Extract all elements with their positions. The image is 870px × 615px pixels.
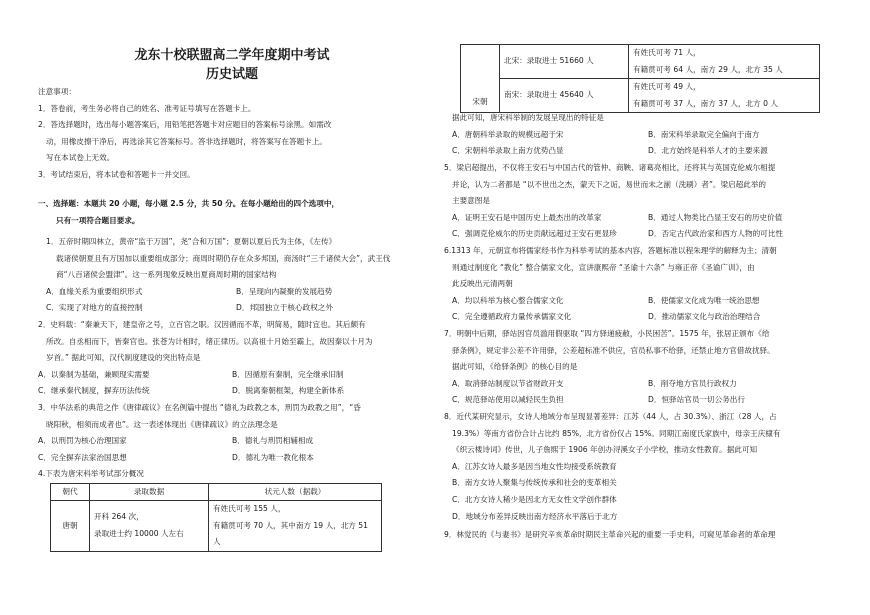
cell-line: 有籍贯可考 64 人，南方 29 人，北方 35 人 (633, 64, 783, 74)
option-b: B．南宋科举录取完全偏向于南方 (648, 129, 760, 139)
cell-line: 人 (213, 537, 221, 547)
cell-line: 有籍贯可考 70 人，其中南方 19 人，北方 51 (213, 520, 368, 530)
option-b: B．因循原有秦制，完全继承旧制 (232, 369, 344, 379)
question-line: 主要意图是 (452, 196, 490, 206)
table-cell (629, 79, 820, 113)
option-a: A．取消驿站制度以节省财政开支 (452, 378, 564, 388)
notes-block (38, 84, 426, 184)
table-cell: 南宋：录取进士 45640 人 (500, 79, 629, 113)
question-line: 5．梁启超提出，不仅将王安石与中国古代的管仲、商鞅、诸葛亮相比，还将其与英国克伦威尔相提 (444, 163, 776, 172)
option-b: B．呈现向内凝聚的发展趋势 (236, 286, 333, 296)
table-cell: 宋朝 (461, 45, 500, 113)
option-a: A．证明王安石是中国历史上最杰出的改革家 (452, 212, 602, 222)
option-c: C．北方女诗人稀少是因北方无女性文学创作群体 (452, 494, 617, 504)
question-line: 载诸侯朝夏且有万国加以重要组成部分；商周时期仍存在众多邦国，商汤时“三千诸侯大会”，武王伐 (56, 253, 391, 263)
section-heading (38, 196, 426, 229)
exam-table (50, 483, 382, 552)
option-d: D．脱离秦朝框架，构建全新体系 (232, 386, 345, 396)
option-c: C．强调克伦威尔的历史贡献远超过王安石更显珍 (452, 229, 617, 239)
question-line: 岁首。” 据此可知，汉代制度建设的突出特点是 (46, 353, 201, 363)
exam-table-song (460, 44, 820, 113)
question-5 (444, 160, 844, 243)
option-d: D．北方始终是科举人才的主要来源 (648, 146, 768, 156)
question-line: 所改。自丞相而下，皆秦官也。张苍为计相时，绪正律历。以高祖十月始至霸上，故因秦以十月为 (46, 336, 373, 346)
question-8 (444, 409, 844, 525)
note-line: 动，用橡皮擦干净后，再选涂其它答案标号。答非选择题时，将答案写在答题卡上。 (46, 136, 327, 146)
option-a: A．江苏女诗人最多是因当地女性均接受系统教育 (452, 461, 617, 471)
option-c: C．完全摒弃法家治国思想 (38, 452, 127, 462)
question-line: 2．史料载：“秦兼天下，建皇帝之号，立百官之职。汉因循而不革，明简易，随时宜也。其后颇有 (38, 320, 366, 329)
option-b: B．南方女诗人聚集与传统传承和社会的变革相关 (452, 478, 617, 488)
table-header: 状元人数（据载） (209, 483, 382, 501)
question-line: 7．明朝中后期，驿站因官员滥用假驱取 “四方驿递疲敝，小民困苦”。1575 年，张居正颁布《给 (444, 329, 770, 338)
question-7 (444, 326, 844, 409)
section-line: 一、选择题：本题共 20 小题，每小题 2.5 分，共 50 分。在每小题给出的四个选项中， (38, 199, 340, 208)
note-line: 2．答选择题时，选出每小题答案后，用铅笔把答题卡对应题目的答案标号涂黑。如需改 (38, 120, 332, 130)
question-line: 《织云楼诗词》传世，儿子詹熙于 1906 年创办浔溪女子小学校，推动女性教育。据此可知 (452, 445, 758, 455)
cell-line: 有籍贯可考 37 人，南方 37 人，北方 0 人 (633, 98, 778, 108)
table-cell (90, 501, 209, 552)
section-line: 只有一项符合题目要求。 (56, 215, 140, 225)
question-3 (38, 400, 426, 466)
question-line: 晓阳秋，相须而成者也”。这一表述体现出《唐律疏议》的立法理念是 (46, 419, 278, 429)
cell-line: 开科 264 次， (94, 512, 144, 522)
option-b: B．通过人物类比凸显王安石的历史价值 (648, 212, 783, 222)
question-9 (444, 527, 844, 544)
note-line: 1．答卷前，考生务必将自己的姓名、准考证号填写在答题卡上。 (38, 103, 256, 113)
exam-subtitle: 历史试题 (205, 67, 258, 82)
question-2 (38, 317, 426, 400)
option-c: C．完全遵循政府力量传承儒家文化 (452, 312, 572, 322)
table-cell (209, 501, 382, 552)
question-4 (38, 466, 426, 552)
question-6 (444, 243, 844, 326)
note-line: 3．考试结束后，将本试卷和答题卡一并交回。 (38, 169, 195, 179)
table-row (461, 45, 820, 79)
option-d: D．恒驿站官员一切公务出行 (648, 395, 745, 405)
option-a: A．唐朝科举录取的规模远超于宋 (452, 129, 564, 139)
question-line: 并论，认为二者都是 “以不世出之杰，蒙天下之诟，易世而未之湔（洗刷）者”。梁启超此举的 (452, 179, 767, 189)
question-line: 商“八百诸侯会盟津”。这一系列现象反映出夏商周时期的国家结构 (56, 270, 277, 280)
exam-title: 龙东十校联盟高二学年度期中考试 (134, 48, 330, 63)
question-4-options (444, 110, 844, 160)
option-c: C．继承秦代制度，摒弃历法传统 (38, 386, 150, 396)
question-line: 驿条例》，规定非公差不许用驿，公差超标准不供应，官员私事不给驿，还禁止地方官借故扰驿。 (452, 345, 775, 355)
table-header: 朝代 (51, 483, 90, 501)
question-line: 此反映出元清两朝 (452, 279, 513, 289)
option-d: D．推动儒家文化与政治治理结合 (648, 312, 761, 322)
cell-line: 有姓氏可考 49 人， (633, 82, 701, 92)
table-cell: 北宋：录取进士 51660 人 (500, 45, 629, 79)
question-line: 1．五帝时期四林立，黄帝“监于万国”，尧“合和万国”；夏朝以夏后氏为主体，《左传》 (46, 237, 337, 246)
table-header: 录取数据 (90, 483, 209, 501)
question-line: 6.1313 年，元朝宣布将儒家经书作为科举考试的基本内容，答题标准以程朱理学的解释为主；清朝 (444, 246, 777, 255)
question-line: 据此可知，《给驿条例》的核心目的是 (452, 362, 578, 372)
table-cell: 唐朝 (51, 501, 90, 552)
note-line: 写在本试卷上无效。 (46, 153, 115, 163)
cell-line: 录取进士约 10000 人左右 (94, 529, 184, 539)
option-d: D．德礼为唯一教化根本 (232, 452, 314, 462)
option-b: B．使儒家文化成为唯一统治思想 (648, 295, 760, 305)
option-a: A．以秦制为基础，兼顾现实需要 (38, 369, 150, 379)
table-row (461, 79, 820, 113)
question-line: 则通过制度化 “教化” 整合儒家文化，宣讲康熙帝 “圣谕十六条” 与雍正帝《圣谕广训》，由 (452, 262, 755, 272)
question-1 (38, 234, 426, 317)
question-line: 19.3%）等南方省份合计占比约 85%，北方省份仅占 15%。同期江南度氏家族中，母亲王庆棣有 (452, 428, 781, 438)
table-header-row (51, 483, 382, 501)
option-b: B．削夺地方官员行政权力 (648, 378, 737, 388)
option-a: A．血缘关系为重要组织形式 (46, 286, 143, 296)
option-a: A．均以科举为核心整合儒家文化 (452, 295, 564, 305)
table-cell (629, 45, 820, 79)
table-row (51, 501, 382, 552)
question-line: 9．林觉民的《与妻书》是研究辛亥革命时期民主革命兴起的重要一手史料，可窥见革命者的革命理 (444, 530, 776, 539)
cell-line: 有姓氏可考 155 人， (213, 504, 286, 514)
option-d: D．否定古代政治家和西方人物的可比性 (648, 229, 783, 239)
option-c: C．规范驿站使用以减轻民生负担 (452, 395, 564, 405)
table-continued (444, 44, 844, 113)
notes-heading: 注意事项： (38, 87, 76, 96)
question-line: 8．近代某研究显示，女诗人地域分布呈现显著差异：江苏（44 人，占 30.3%）、浙江（28 人，占 (444, 412, 777, 421)
option-c: C．实现了对地方的直接控制 (46, 303, 143, 313)
option-d: D．地域分布差异反映出南方经济水平落后于北方 (452, 511, 618, 521)
question-line: 4.下表为唐宋科举考试部分概况 (38, 469, 144, 478)
option-c: C．宋朝科举录取上南方优势凸显 (452, 146, 564, 156)
option-d: D．邦国独立于核心政权之外 (236, 303, 333, 313)
question-line: 据此可知，唐宋科举制的发展呈现出的特征是 (452, 113, 604, 122)
option-a: A．以刑罚为核心治理国家 (38, 436, 127, 446)
question-line: 3．中华法系的典范之作《唐律疏议》在名例篇中提出 “德礼为政教之本，刑罚为政教之用”，“昏 (38, 403, 361, 412)
option-b: B．德礼与刑罚相辅相成 (232, 436, 314, 446)
cell-line: 有姓氏可考 71 人， (633, 48, 701, 57)
